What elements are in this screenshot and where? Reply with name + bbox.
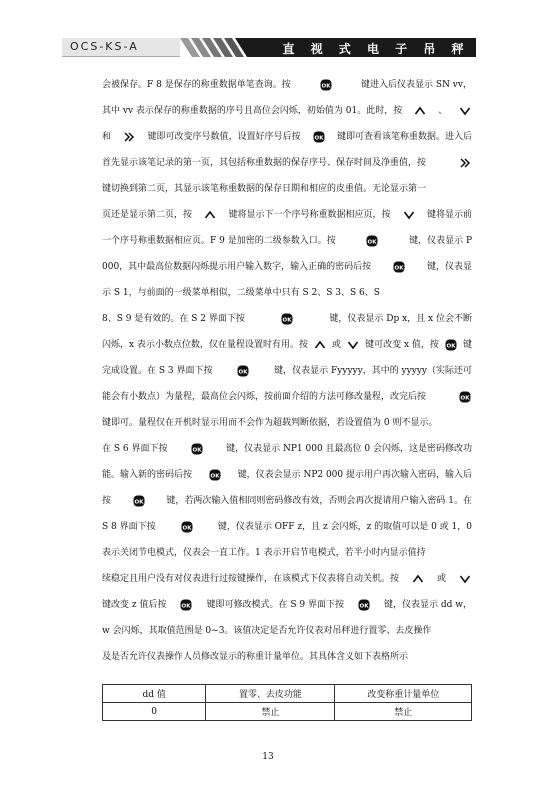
text-segment: 键，仪表显示 Fyyyyy，其中的 yyyyy（实际还可 (274, 366, 472, 376)
ok-icon (459, 391, 471, 403)
text-line (102, 72, 472, 98)
text-segment: 在 S 6 界面下按 (102, 444, 168, 454)
dd-value-table (102, 684, 472, 721)
text-segment: 或 (332, 340, 342, 350)
header-model: OCS-KS-A (70, 40, 139, 53)
text-segment: 能。输入新的密码后按 (102, 470, 193, 480)
text-segment: 续稳定且用户没有对仪表进行过按键操作，在该模式下仪表将自动关机。按 (102, 574, 400, 584)
svg-text:OK: OK (314, 135, 324, 142)
text-segment: w 会闪烁，其取值范围是 0~3。该值决定是否允许仪表对吊秤进行置零、去皮操作 (102, 626, 432, 636)
svg-text:OK: OK (134, 499, 144, 506)
svg-text:OK: OK (238, 369, 248, 376)
svg-text:OK: OK (460, 395, 470, 402)
svg-text:OK: OK (210, 473, 220, 480)
text-line (102, 644, 472, 670)
up-icon (412, 573, 424, 585)
text-segment: S 8 界面下按 (102, 522, 156, 532)
text-line (102, 384, 472, 410)
text-segment: 键即可查看该笔称重数据。进入后 (336, 132, 472, 142)
svg-text:OK: OK (367, 239, 377, 246)
text-segment: 000，其中最高位数据闪烁提示用户输入数字，输入正确的密码后按 (102, 262, 372, 272)
text-line (102, 176, 472, 202)
text-segment: 闪烁，x 表示小数点位数，仅在量程设置时有用。按 (102, 340, 308, 350)
svg-text:OK: OK (192, 447, 202, 454)
text-segment: 、 (438, 106, 448, 116)
up-icon (414, 105, 426, 117)
ok-icon (320, 79, 332, 91)
text-line (102, 462, 472, 488)
down-icon (347, 339, 359, 351)
table-cell: 0 (103, 703, 206, 721)
up-icon (314, 339, 326, 351)
text-line (102, 228, 472, 254)
text-line (102, 280, 472, 306)
text-segment: 键即可改变序号数值，设置好序号后按 (147, 132, 301, 142)
right-icon (123, 131, 135, 143)
svg-text:OK: OK (282, 317, 292, 324)
text-line (102, 332, 472, 358)
text-line (102, 124, 472, 150)
table-header-row (103, 685, 472, 703)
text-segment: 键，仪表显 (426, 262, 472, 272)
text-line (102, 618, 472, 644)
svg-text:OK: OK (446, 343, 456, 350)
ok-icon (237, 365, 249, 377)
text-segment: 按 (102, 496, 112, 506)
text-segment: 键可改变 x 值，按 (365, 340, 439, 350)
table-cell: 禁止 (206, 703, 335, 721)
text-line (102, 488, 472, 514)
text-line (102, 540, 472, 566)
ok-icon (445, 339, 457, 351)
text-segment: 键切换到第二页，其显示该笔称重数据的保存日期和相应的皮重值。无论显示第一 (102, 184, 427, 194)
text-segment: 键，仪表显示 dd w， (384, 600, 472, 610)
text-line (102, 410, 472, 436)
text-segment: 键，仪表会显示 NP2 000 提示用户再次输入密码，输入后 (237, 470, 472, 480)
down-icon (403, 209, 415, 221)
table-cell: 禁止 (335, 703, 472, 721)
manual-body-text (102, 72, 472, 670)
page-header (62, 38, 476, 57)
text-line (102, 254, 472, 280)
text-segment: 键，仪表显示 OFF z，且 z 会闪烁，z 的取值可以是 0 或 1，0 (217, 522, 472, 532)
text-segment: 一个序号称重数据相应页。F 9 是加密的二级参数入口。按 (102, 236, 336, 246)
text-segment: 键即可。量程仅在开机时显示用而不会作为超载判断依据，若设置值为 0 则不显示。 (102, 418, 438, 428)
text-segment: 键改变 z 值后按 (102, 600, 167, 610)
down-icon (459, 105, 471, 117)
ok-icon (313, 131, 325, 143)
text-segment: 键，仪表显示 P (409, 236, 472, 246)
down-icon (459, 573, 471, 585)
svg-text:OK: OK (321, 83, 331, 90)
text-segment: 示 S 1，与前面的一级菜单相似，二级菜单中只有 S 2、S 3、S 6、S (102, 288, 380, 298)
svg-text:OK: OK (182, 525, 192, 532)
text-line (102, 98, 472, 124)
header-product-title: 直 视 式 电 子 吊 秤 (282, 42, 470, 56)
text-segment: 页还是显示第二页，按 (102, 210, 193, 220)
text-segment: 键即可修改模式。在 S 9 界面下按 (206, 600, 344, 610)
header-stripes (180, 38, 276, 57)
text-segment: 完成设置。在 S 3 界面下按 (102, 366, 213, 376)
text-segment: 表示关闭节电模式，仪表会一直工作。1 表示开启节电模式，若半小时内显示值持 (102, 548, 426, 558)
text-line (102, 514, 472, 540)
ok-icon (366, 235, 378, 247)
svg-text:OK: OK (394, 265, 404, 272)
text-line (102, 202, 472, 228)
header-model-block (62, 38, 180, 57)
text-segment: 或 (436, 574, 446, 584)
text-segment: 其中 vv 表示保存的称重数据的序号且高位会闪烁，初始值为 01。此时，按 (102, 106, 403, 116)
page-number: 13 (262, 752, 274, 762)
text-segment: 能会有小数点）为量程，最高位会闪烁，按前面介绍的方法可修改量程，改完后按 (102, 392, 427, 402)
text-segment: 键，仪表显示 NP1 000 且最高位 0 会闪烁，这是密码修改功 (226, 444, 472, 454)
ok-icon (358, 599, 370, 611)
ok-icon (393, 261, 405, 273)
ok-icon (181, 521, 193, 533)
table-header-cell: 置零、去皮功能 (206, 685, 335, 703)
header-product-block (276, 38, 476, 57)
svg-text:OK: OK (359, 603, 369, 610)
text-segment: 首先显示该笔记录的第一页，其包括称重数据的保存序号、保存时间及净重值，按 (102, 158, 427, 168)
table-header-cell: dd 值 (103, 685, 206, 703)
table-row (103, 703, 472, 721)
text-segment: 键，仪表显示 Dp x，且 x 位会不断 (329, 314, 472, 324)
text-line (102, 150, 472, 176)
ok-icon (281, 313, 293, 325)
ok-icon (209, 469, 221, 481)
ok-icon (180, 599, 192, 611)
text-segment: 和 (102, 132, 112, 142)
text-segment: 键将显示下一个序号称重数据相应页，按 (228, 210, 391, 220)
ok-icon (133, 495, 145, 507)
text-line (102, 592, 472, 618)
text-segment: 键将显示前 (426, 210, 472, 220)
table-header-cell: 改变称重计量单位 (335, 685, 472, 703)
text-segment: 键 (462, 340, 472, 350)
up-icon (204, 209, 216, 221)
text-line (102, 306, 472, 332)
text-segment: 键进入后仪表显示 SN vv， (361, 80, 472, 90)
right-icon (459, 157, 471, 169)
text-line (102, 358, 472, 384)
text-segment: 键，若两次输入值相同则密码修改有效，否则会再次提请用户输入密码 1。在 (166, 496, 472, 506)
text-line (102, 436, 472, 462)
svg-text:OK: OK (182, 603, 191, 610)
text-segment: 8、S 9 是有效的。在 S 2 界面下按 (102, 314, 245, 324)
ok-icon (191, 443, 203, 455)
text-segment: 会被保存。F 8 是保存的称重数据单笔查询。按 (102, 80, 291, 90)
text-line (102, 566, 472, 592)
text-segment: 及是否允许仪表操作人员修改显示的称重计量单位。其具体含义如下表格所示 (102, 652, 409, 662)
